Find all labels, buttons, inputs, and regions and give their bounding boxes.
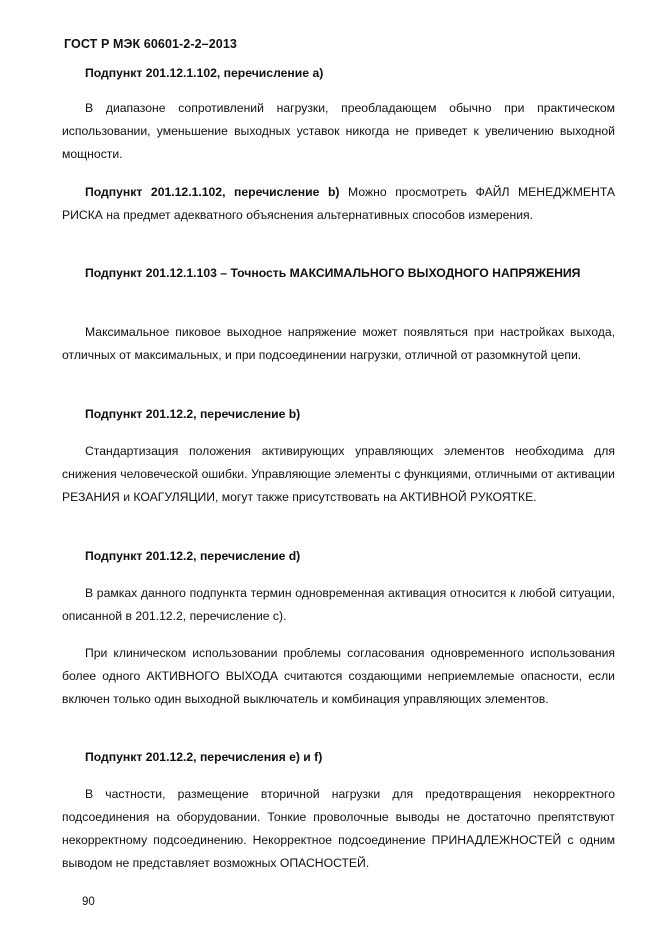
section-paragraph: В рамках данного подпункта термин одновременная активация относится к любой ситуации, описанной в 201.12.2, перечисление с). — [62, 586, 615, 623]
document-code-header: ГОСТ Р МЭК 60601-2-2–2013 — [64, 37, 237, 51]
section-inline-heading: Подпункт 201.12.1.102, перечисление b) — [85, 185, 340, 199]
section-heading: Подпункт 201.12.2, перечисление b) — [85, 407, 301, 421]
section-paragraph: При клиническом использовании проблемы согласования одновременного использования более одного АКТИВНОГО ВЫХОДА считаются создающими неприемлемые опасности, если включен только один выходной выключатель и комбинация управляющих элементов. — [62, 646, 615, 706]
section-heading: Подпункт 201.12.2, перечисления е) и f) — [85, 750, 323, 764]
section-paragraph: Стандартизация положения активирующих управляющих элементов необходима для снижения человеческой ошибки. Управляющие элементы с функциями, отличными от активации РЕЗАНИЯ и КОАГУЛЯЦИИ, могут также присутствовать на АКТИВНОЙ РУКОЯТКЕ. — [62, 444, 615, 504]
page-number: 90 — [82, 896, 95, 908]
section-paragraph: Максимальное пиковое выходное напряжение может появляться при настройках выхода, отличных от максимальных, и при подсоединении нагрузки, отличной от разомкнутой цепи. — [62, 325, 615, 362]
section-heading: Подпункт 201.12.2, перечисление d) — [85, 549, 301, 563]
section-paragraph: В частности, размещение вторичной нагрузки для предотвращения некорректного подсоединения на оборудовании. Тонкие проволочные выводы не достаточно препятствуют некорректному подсоединению. Некорректное подсоединение ПРИНАДЛЕЖНОСТЕЙ с одним выводом не представляет возможных ОПАСНОСТЕЙ. — [62, 787, 615, 870]
section-inline-paragraph — [62, 181, 615, 227]
section-paragraph: В диапазоне сопротивлений нагрузки, преобладающем обычно при практическом использовании, уменьшение выходных уставок никогда не приведет к увеличению выходной мощности. — [62, 101, 615, 161]
section-heading: Подпункт 201.12.1.103 – Точность МАКСИМАЛЬНОГО ВЫХОДНОГО НАПРЯЖЕНИЯ — [85, 266, 581, 280]
section-heading: Подпункт 201.12.1.102, перечисление а) — [85, 66, 324, 80]
section-inline-text: Можно просмотреть ФАЙЛ МЕНЕДЖМЕНТА РИСКА на предмет адекватного объяснения альтернативных способов измерения. — [62, 185, 615, 222]
